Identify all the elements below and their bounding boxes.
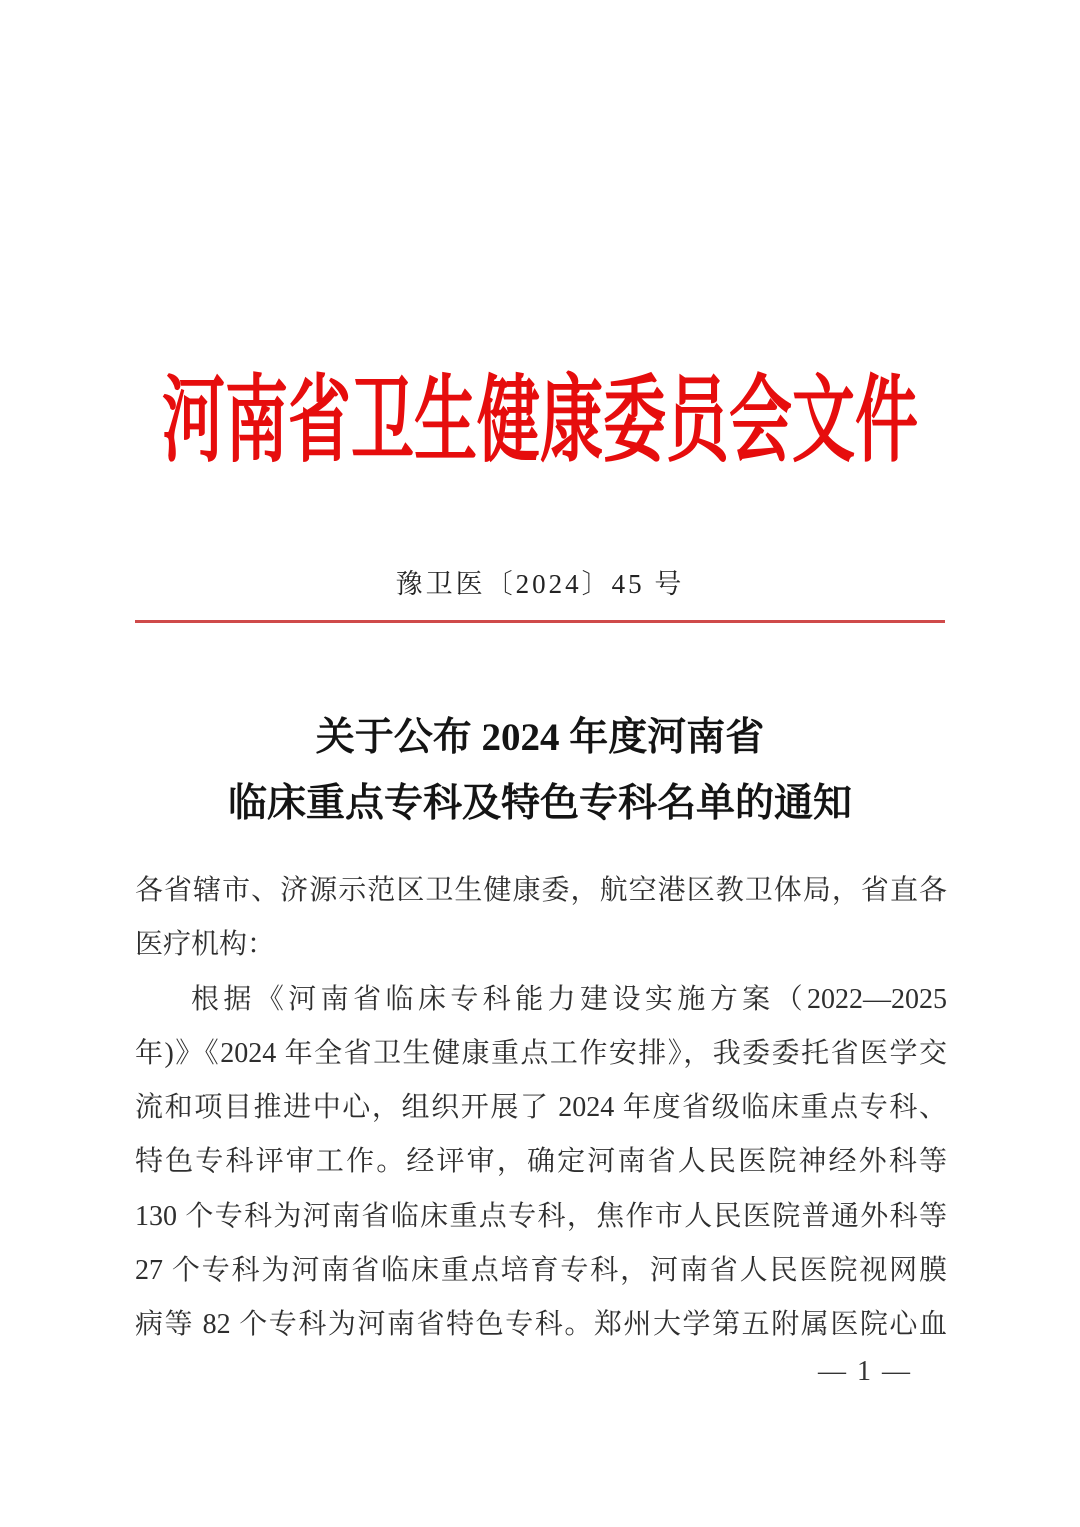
body-line: 130 个专科为河南省临床重点专科，焦作市人民医院普通外科等 xyxy=(135,1200,947,1232)
body-line: 年)》《2024 年全省卫生健康重点工作安排》，我委委托省医学交 xyxy=(135,1037,947,1069)
body-line: 流和项目推进中心，组织开展了 2024 年度省级临床重点专科、 xyxy=(135,1092,947,1124)
body-line: 特色专科评审工作。经评审，确定河南省人民医院神经外科等 xyxy=(135,1146,947,1178)
body-line: 各省辖市、济源示范区卫生健康委，航空港区教卫体局，省直各 xyxy=(135,875,947,906)
red-divider-line xyxy=(135,620,945,623)
notice-title-line-1: 关于公布 2024 年度河南省 xyxy=(315,716,765,759)
body-text xyxy=(135,864,947,1353)
notice-title xyxy=(0,705,1080,837)
notice-title-line-2: 临床重点专科及特色专科名单的通知 xyxy=(227,782,852,825)
page-number: — 1 — xyxy=(818,1356,912,1387)
body-line: 根据《河南省临床专科能力建设实施方案（2022—2025 xyxy=(191,983,947,1015)
body-line: 医疗机构： xyxy=(135,929,276,961)
body-line: 27 个专科为河南省临床重点培育专科，河南省人民医院视网膜 xyxy=(135,1255,947,1287)
doc-number: 豫卫医〔2024〕45 号 xyxy=(395,569,685,599)
agency-header: 河南省卫生健康委员会文件 xyxy=(162,368,918,474)
body-line: 病等 82 个专科为河南省特色专科。郑州大学第五附属医院心血 xyxy=(135,1309,947,1341)
